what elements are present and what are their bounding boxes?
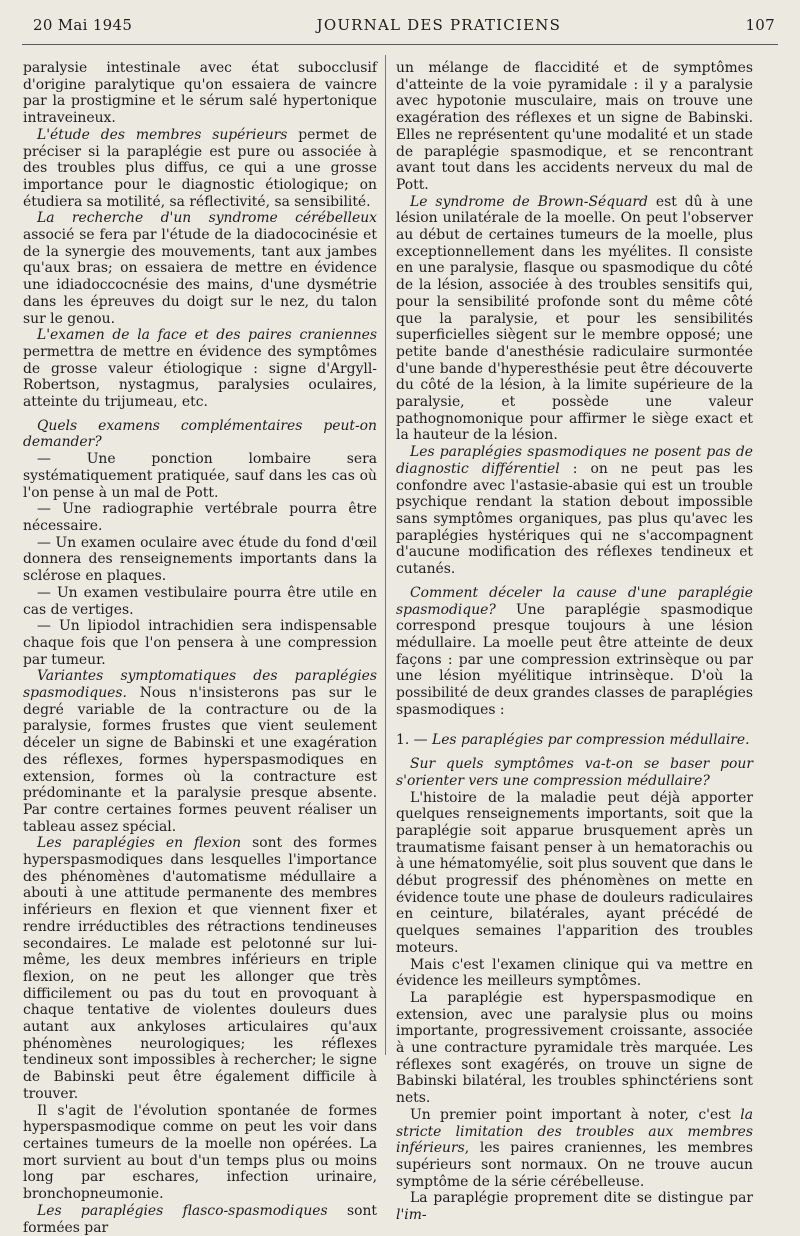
list-item: — Un examen oculaire avec étude du fond d'œil donnera des renseignements importants dans la sclérose en plaques. [23,534,377,585]
paragraph: L'étude des membres supérieurs permet de préciser si la paraplégie est pure ou associée à des troubles plus diffus, ce qui a une grosse importance pour le diagnostic étiologique; on étudiera sa motilité, sa réflectivité, sa sensibilité. [23,126,378,210]
paragraph: Les paraplégies flasco-spasmodiques sont formées par [23,1202,378,1236]
paragraph: L'histoire de la maladie peut déjà apporter quelques renseignements importants, soit que la paraplégie soit apparue brusquement après un traumatisme faisant penser à un hematorachis ou à une hématomyélie, soit plus souvent que dans le début progressif des phénomènes on mette en évidence toute une phase de douleurs radiculaires en ceinture, bilatérales, ayant précédé de quelques semaines l'apparition des troubles moteurs. [396,789,753,956]
paragraph: Un premier point important à noter, c'est la stricte limitation des troubles aux membres inférieurs, les paires craniennes, les membres supérieurs sont normaux. On ne trouve aucun symptôme de la série cérébelleuse. [396,1106,753,1190]
list-item: — Une ponction lombaire sera systématiquement pratiquée, sauf dans les cas où l'on pense à un mal de Pott. [23,451,377,501]
list-item: — Un lipiodol intrachidien sera indispensable chaque fois que l'on pensera à une compression par tumeur. [23,618,377,668]
paragraph: un mélange de flaccidité et de symptômes d'atteinte de la voie pyramidale : il y a paralysie avec hypotonie musculaire, mais on trouve une exagération des réflexes et un signe de Babinski. Elles ne représentent qu'une modalité et un stade de paraplégie spasmodique, et se rencontrant avant tout dans les accidents nerveux du mal de Pott. [396,60,753,193]
paragraph: paralysie intestinale avec état subocclusif d'origine paralytique qu'on essaiera de vaincre par la prostigmine et le sérum salé hypertonique intraveineux. [23,60,377,127]
left-column [23,60,377,1236]
paragraph: Les paraplégies spasmodiques ne posent pas de diagnostic différentiel : on ne peut pas les confondre avec l'astasie-abasie qui est un trouble psychique rendant la station debout impossible sans symptômes organiques, pas plus qu'avec les paraplégies hystériques qui ne s'accompagnent d'aucune modification des réflexes tendineux et cutanés. [396,444,753,578]
list-item: — Une radiographie vertébrale pourra être nécessaire. [23,501,377,534]
paragraph: La recherche d'un syndrome cérébelleux associé se fera par l'étude de la diadococinésie et de la synergie des mouvements, tant aux jambes qu'aux bras; on essaiera de mettre en évidence une idiadoccocnésie des mains, d'une dysmétrie dans les épreuves du doigt sur le nez, du talon sur le genou. [23,210,377,327]
right-column [396,60,753,1224]
paragraph: Mais c'est l'examen clinique qui va mettre en évidence les meilleurs symptômes. [396,956,753,990]
journal-title: JOURNAL DES PRATICIENS [316,16,562,34]
paragraph: Il s'agit de l'évolution spontanée de formes hyperspasmodique comme on peut les voir dans certaines tumeurs de la moelle non opérées. La mort survient au bout d'un temps plus ou moins long par eschares, infection urinaire, bronchopneumonie. [23,1102,377,1203]
section-heading: 1. — Les paraplégies par compression médullaire. [396,732,750,749]
paragraph: Le syndrome de Brown-Séquard est dû à une lésion unilatérale de la moelle. On peut l'observer au début de certaines tumeurs de la moelle, plus exceptionnellement dans les myélites. Il consiste en une paralysie, flasque ou spasmodique du côté de la lésion, associée à des troubles sensitifs qui, pour la sensibilité profonde sont du même côté que la paralysie, et pour les sensibilités superficielles siègent sur le membre opposé; une petite bande d'anesthésie radiculaire surmontée d'une bande d'hyperesthésie peut être découverte du côté de la lésion, à la limite supérieure de la paralysie, et possède une valeur pathognomonique pour affirmer le siège exact et la hauteur de la lésion. [396,193,754,444]
paragraph: L'examen de la face et des paires craniennes permettra de mettre en évidence des symptômes de grosse valeur étiologique : signe d'Argyll-Robertson, nystagmus, paralysies oculaires, atteinte du trijumeau, etc. [23,327,377,411]
paragraph: Les paraplégies en flexion sont des formes hyperspasmodiques dans lesquelles l'importance des phénomènes d'automatisme médullaire a abouti à une attitude permanente des membres inférieurs en flexion et que viennent fixer et rendre irréductibles des rétractions tendineuses secondaires. Le malade est pelotonné sur lui-même, les deux membres inférieurs en triple flexion, on ne peut les allonger que très difficilement ou pas du tout en provoquant à chaque tentative de violentes douleurs dues autant aux ankyloses articulaires qu'aux phénomènes neurologiques; les réflexes tendineux sont impossibles à rechercher; le signe de Babinski peut être également difficile à trouver. [23,835,377,1102]
header-date: 20 Mai 1945 [33,16,133,34]
section-question: Quels examens complémentaires peut-on demander? [23,417,377,451]
paragraph: La paraplégie proprement dite se distingue par l'im- [396,1190,753,1224]
list-item: — Un examen vestibulaire pourra être utile en cas de vertiges. [23,584,377,618]
running-header [33,16,775,40]
section-question: Sur quels symptômes va-t-on se baser pour s'orienter vers une compression médullaire? [396,756,753,789]
column-divider [385,55,386,1055]
paragraph: Comment déceler la cause d'une paraplégie spasmodique? Une paraplégie spasmodique correspond presque toujours à une lésion médullaire. La moelle peut être atteinte de deux façons : par une compression extrinsèque ou par une lésion myélitique intrinsèque. D'où la possibilité de deux grandes classes de paraplégies spasmodiques : [396,584,753,718]
paragraph: La paraplégie est hyperspasmodique en extension, avec une paralysie plus ou moins importante, progressivement croissante, associée à une contracture pyramidale très marquée. Les réflexes sont exagérés, on trouve un signe de Babinski bilatéral, les troubles sphinctériens sont nets. [396,989,753,1107]
page-number: 107 [745,16,775,34]
paragraph: Variantes symptomatiques des paraplégies spasmodiques. Nous n'insisterons pas sur le degré variable de la contracture ou de la paralysie, formes frustes que vient seulement déceler un signe de Babinski et une exagération des réflexes, formes hyperspasmodiques en extension, formes où la contracture est prédominante et la paralysie presque absente. Par contre certaines formes peuvent réaliser un tableau assez spécial. [23,668,377,835]
header-rule [22,44,778,45]
